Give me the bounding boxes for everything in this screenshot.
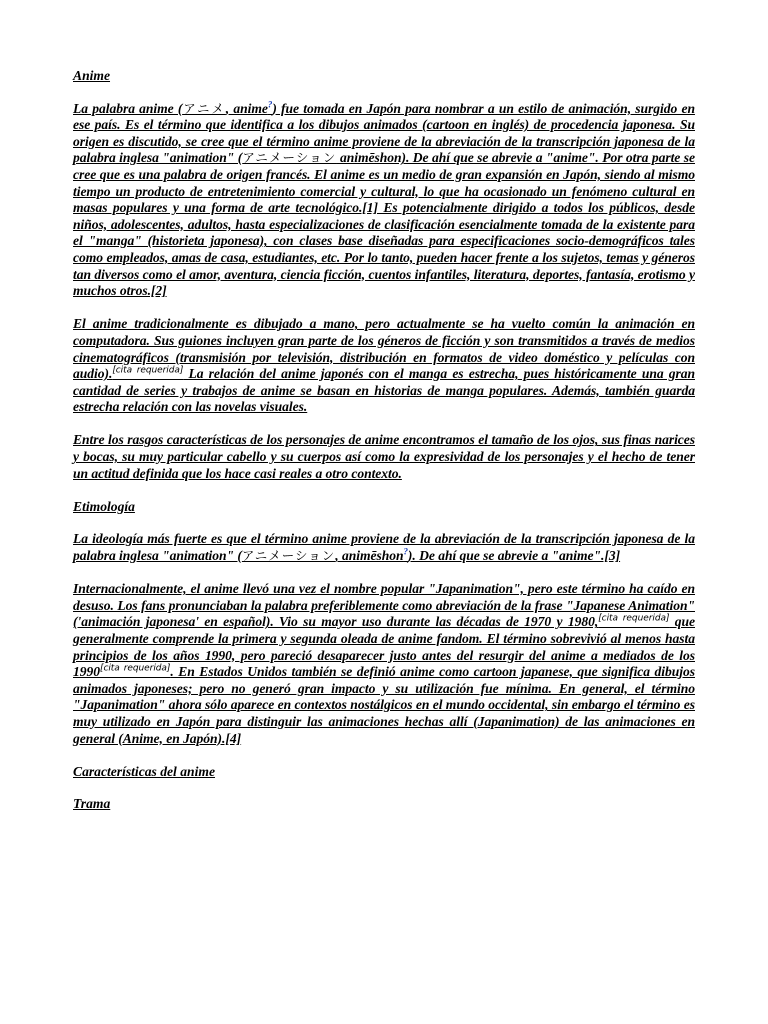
paragraph-text: . En Estados Unidos también se definió anime como cartoon japanese, que significa dibujos animados japoneses; pero no generó gran impacto y su utilización fue mínima. En general, el término "Japanimation" ahora sólo aparece en contextos nostálgicos en el mundo occidental, sin embargo el término es muy utilizado en Japón para distinguir las animaciones hechas allí (Japanimation) de las animaciones en general (Anime, en Japón).[4] [73, 664, 695, 746]
citation-needed: [cita requerida] [598, 613, 670, 624]
paragraph-text: La palabra anime ( [73, 100, 183, 116]
heading-caracteristicas: Características del anime [73, 763, 215, 779]
japanese-text: アニメーション [242, 150, 337, 166]
heading-etimologia: Etimología [73, 498, 135, 514]
paragraph-text: animēshon). De ahí que se abrevie a "anime". Por otra parte se cree que es una palabra de origen francés. El anime es un medio de gran expansión en Japón, siendo al mismo tiempo un producto de entretenimiento comercial y cultural, lo que ha ocasionado un fenómeno cultural en masas populares y una forma de arte tecnológico.[1] Es potencialmente dirigido a todos los públicos, desde niños, adolescentes, adultos, hasta especializaciones de clasificación esencialmente tomada de la existente para el "manga" (historieta japonesa), con clases base diseñadas para especificaciones socio-demográficos tales como empleados, amas de casa, estudiantes, etc. Por lo tanto, pueden hacer frente a los sujetos, temas y géneros tan diversos como el amor, aventura, ciencia ficción, cuentos infantiles, literatura, deportes, fantasía, erotismo y muchos otros.[2] [73, 150, 695, 299]
japanese-text: アニメーション [241, 548, 336, 564]
citation-needed: [cita requerida] [112, 365, 184, 376]
paragraph-text: La relación del anime japonés con el manga es estrecha, pues históricamente una gran cantidad de series y trabajos de anime se basan en historias de manga populares. Además, también guarda estrecha relación con las novelas visuales. [73, 366, 695, 415]
paragraph-text: La ideología más fuerte es que el término anime proviene de la abreviación de la transcripción japonesa de la palabra inglesa "animation" ( [73, 531, 695, 564]
document-page [73, 68, 695, 829]
paragraph-traits: Entre los rasgos características de los personajes de anime encontramos el tamaño de los ojos, sus finas narices y bocas, su muy particular cabello y su cuerpos así como la expresividad de los personajes y el hecho de tener un actitud definida que los hace casi reales a otro contexto. [73, 432, 695, 481]
paragraph-text: Internacionalmente, el anime llevó una vez el nombre popular "Japanimation", pero este término ha caído en desuso. Los fans pronunciaban la palabra preferiblemente como abreviación de la frase "Japanese Animation" ('animación japonesa' en español). Vio su mayor uso durante las décadas de 1970 y 1980, [73, 581, 695, 630]
heading-anime: Anime [73, 68, 111, 83]
question-mark-link[interactable]: ? [267, 99, 273, 110]
paragraph-intro [73, 101, 695, 300]
question-mark-link[interactable]: ? [403, 546, 408, 557]
japanese-text: アニメ [182, 100, 226, 116]
paragraph-text: que generalmente comprende la primera y segunda oleada de anime fandom. El término sobrevivió al menos hasta principios de los años 1990, pero pareció desaparecer justo antes del resurgir del anime a mediados de los 1990 [73, 614, 695, 680]
citation-needed: [cita requerida] [100, 663, 171, 674]
paragraph-text: , animēshon [335, 548, 404, 564]
paragraph-text: ). De ahí que se abrevie a "anime".[3] [407, 548, 621, 564]
paragraph-text: El anime tradicionalmente es dibujado a mano, pero actualmente se ha vuelto común la animación en computadora. Sus guiones incluyen gran parte de los géneros de ficción y son transmitidos a través de medios cinematográficos (transmisión por televisión, distribución en formatos de video doméstico y películas con audio). [73, 316, 695, 382]
paragraph-international [73, 581, 695, 747]
paragraph-text: , anime [225, 100, 268, 116]
paragraph-tradition [73, 316, 695, 416]
heading-trama: Trama [73, 796, 111, 812]
paragraph-text: ) fue tomada en Japón para nombrar a un estilo de animación, surgido en ese país. Es el término que identifica a los dibujos animados (cartoon en inglés) de procedencia japonesa. Su origen es discutido, se cree que el término anime proviene de la abreviación de la transcripción japonesa de la palabra inglesa "animation" ( [73, 100, 695, 166]
paragraph-ideology [73, 531, 695, 564]
